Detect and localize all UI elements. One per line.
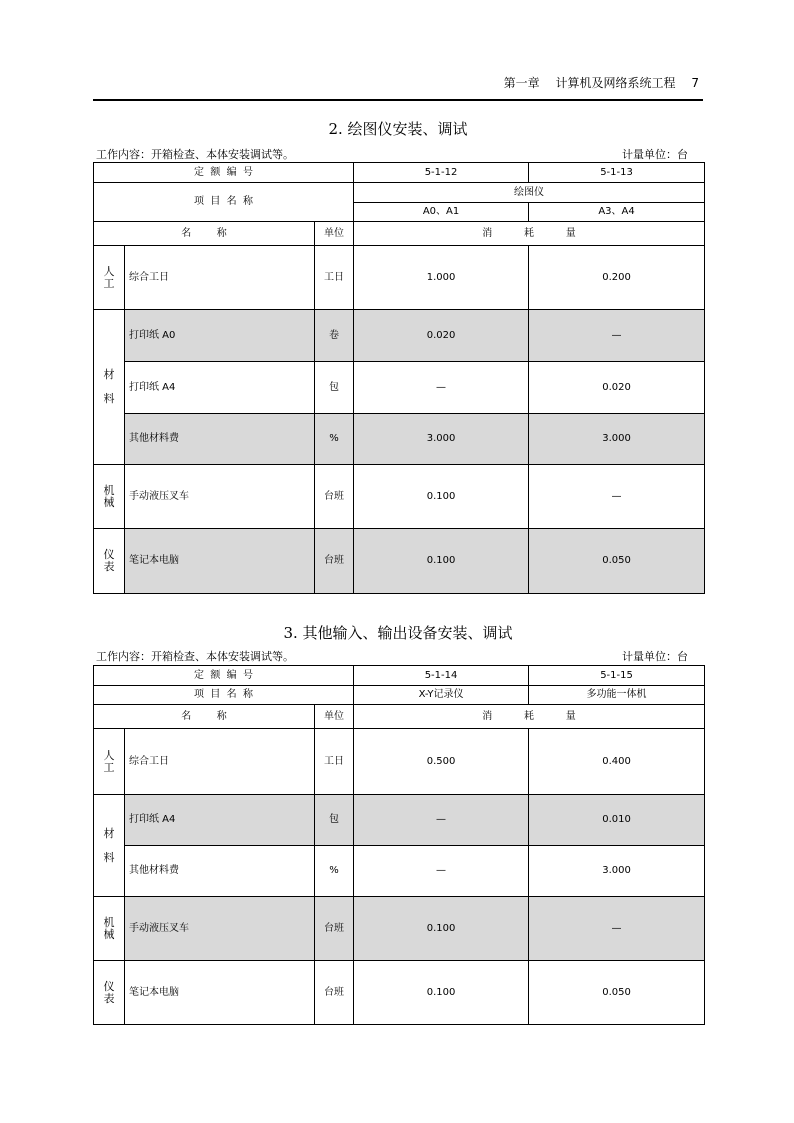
resource-value: —: [354, 846, 529, 897]
measure-unit: 计量单位：台: [622, 148, 688, 161]
table-row: [94, 666, 705, 686]
measure-unit: 计量单位：台: [622, 650, 688, 663]
unit-label: 单位: [315, 222, 354, 246]
resource-name: 笔记本电脑: [125, 529, 315, 594]
quota-code: 5-1-12: [354, 163, 529, 183]
table-row: [94, 222, 705, 246]
resource-name: 手动液压叉车: [125, 897, 315, 961]
quota-table: [93, 665, 705, 1025]
chapter-title: 计算机及网络系统工程: [555, 76, 676, 90]
name-label: 名 称: [94, 222, 315, 246]
resource-name: 打印纸 A4: [125, 362, 315, 414]
item-group: 绘图仪: [354, 183, 705, 203]
category-label: 仪 表: [94, 529, 125, 594]
resource-name: 其他材料费: [125, 414, 315, 465]
table-row: [94, 414, 705, 465]
chapter-label: 第一章: [503, 76, 540, 90]
item-name: A3、A4: [529, 203, 705, 222]
resource-name: 其他材料费: [125, 846, 315, 897]
table-row: [94, 686, 705, 705]
table-row: [94, 846, 705, 897]
resource-value: 0.020: [354, 310, 529, 362]
resource-unit: 包: [315, 795, 354, 846]
resource-value: —: [529, 465, 705, 529]
resource-value: 0.200: [529, 246, 705, 310]
resource-unit: 台班: [315, 897, 354, 961]
quota-code: 5-1-14: [354, 666, 529, 686]
resource-unit: 包: [315, 362, 354, 414]
unit-label: 单位: [315, 705, 354, 729]
table-row: [94, 465, 705, 529]
quota-code: 5-1-13: [529, 163, 705, 183]
resource-name: 综合工日: [125, 729, 315, 795]
category-label: 材 料: [94, 795, 125, 897]
category-label: 机 械: [94, 465, 125, 529]
table-row: [94, 163, 705, 183]
page-number: 7: [691, 76, 699, 90]
resource-unit: 工日: [315, 246, 354, 310]
resource-name: 打印纸 A4: [125, 795, 315, 846]
resource-value: 0.050: [529, 961, 705, 1025]
quota-label: 定 额 编 号: [94, 666, 354, 686]
consumption-label: 消 耗 量: [354, 705, 705, 729]
consumption-label: 消 耗 量: [354, 222, 705, 246]
resource-unit: 卷: [315, 310, 354, 362]
name-label: 名 称: [94, 705, 315, 729]
resource-value: 0.100: [354, 961, 529, 1025]
quota-label: 定 额 编 号: [94, 163, 354, 183]
section-title: 2. 绘图仪安装、调试: [328, 120, 468, 138]
resource-name: 综合工日: [125, 246, 315, 310]
section-title: 3. 其他输入、输出设备安装、调试: [283, 624, 513, 642]
resource-value: —: [354, 362, 529, 414]
resource-unit: 台班: [315, 529, 354, 594]
resource-value: —: [529, 897, 705, 961]
table-row: [94, 246, 705, 310]
category-label: 人 工: [94, 246, 125, 310]
item-name: X-Y记录仪: [354, 686, 529, 705]
resource-unit: %: [315, 846, 354, 897]
resource-name: 打印纸 A0: [125, 310, 315, 362]
resource-value: —: [354, 795, 529, 846]
resource-value: 1.000: [354, 246, 529, 310]
resource-name: 手动液压叉车: [125, 465, 315, 529]
resource-value: 0.500: [354, 729, 529, 795]
item-label: 项 目 名 称: [94, 686, 354, 705]
table-row: [94, 705, 705, 729]
category-label: 人 工: [94, 729, 125, 795]
item-name: 多功能一体机: [529, 686, 705, 705]
item-label: 项 目 名 称: [94, 183, 354, 222]
resource-value: 0.010: [529, 795, 705, 846]
resource-unit: 工日: [315, 729, 354, 795]
resource-value: —: [529, 310, 705, 362]
quota-table: [93, 162, 705, 594]
resource-value: 0.100: [354, 529, 529, 594]
category-label: 机 械: [94, 897, 125, 961]
resource-name: 笔记本电脑: [125, 961, 315, 1025]
resource-unit: %: [315, 414, 354, 465]
work-content: 工作内容：开箱检查、本体安装调试等。: [96, 148, 294, 161]
resource-unit: 台班: [315, 961, 354, 1025]
table-row: [94, 310, 705, 362]
table-row: [94, 961, 705, 1025]
table-row: [94, 897, 705, 961]
resource-value: 0.050: [529, 529, 705, 594]
resource-value: 0.100: [354, 465, 529, 529]
table-row: [94, 529, 705, 594]
resource-value: 0.020: [529, 362, 705, 414]
resource-value: 3.000: [529, 414, 705, 465]
table-row: [94, 183, 705, 203]
resource-value: 3.000: [354, 414, 529, 465]
resource-value: 0.100: [354, 897, 529, 961]
work-content: 工作内容：开箱检查、本体安装调试等。: [96, 650, 294, 663]
resource-value: 3.000: [529, 846, 705, 897]
page-header: [93, 74, 703, 101]
category-label: 仪 表: [94, 961, 125, 1025]
item-name: A0、A1: [354, 203, 529, 222]
category-label: 材 料: [94, 310, 125, 465]
resource-unit: 台班: [315, 465, 354, 529]
table-row: [94, 729, 705, 795]
table-row: [94, 795, 705, 846]
resource-value: 0.400: [529, 729, 705, 795]
table-row: [94, 362, 705, 414]
quota-code: 5-1-15: [529, 666, 705, 686]
